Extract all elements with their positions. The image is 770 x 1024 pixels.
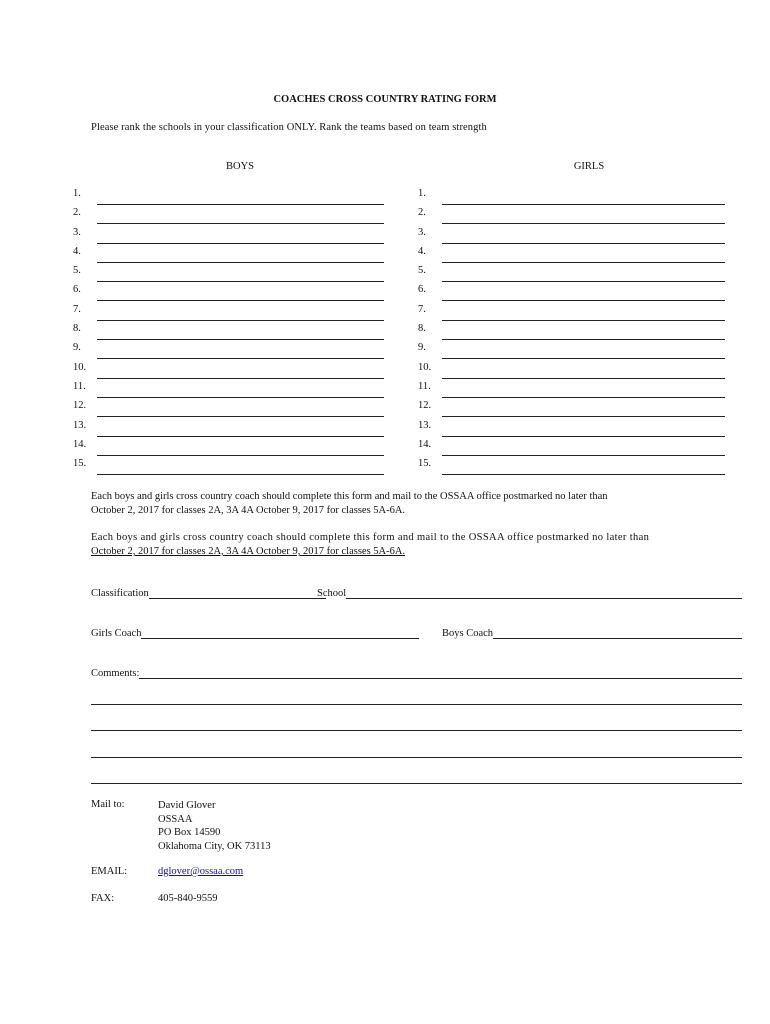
comments-line-2[interactable] [91, 704, 742, 705]
mail-organization: OSSAA [158, 813, 193, 825]
deadline-paragraph-2 [91, 531, 691, 559]
girls-rank-number: 5. [418, 265, 426, 277]
boys-coach-field [442, 625, 742, 639]
email-label: EMAIL: [91, 866, 128, 877]
girls-rank-input[interactable] [442, 360, 725, 379]
boys-rank-number: 9. [73, 342, 81, 354]
boys-rank-input[interactable] [97, 398, 384, 417]
boys-rank-number: 15. [73, 458, 87, 470]
girls-rank-input[interactable] [442, 398, 725, 417]
boys-rank-input[interactable] [97, 321, 384, 340]
girls-rank-input[interactable] [442, 282, 725, 301]
boys-rank-input[interactable] [97, 302, 384, 321]
boys-coach-input[interactable] [493, 625, 742, 639]
girls-column-header: GIRLS [573, 161, 605, 172]
girls-coach-label: Girls Coach [91, 628, 142, 639]
comments-line-3[interactable] [91, 730, 742, 731]
boys-rank-input[interactable] [97, 225, 384, 244]
boys-rank-input[interactable] [97, 340, 384, 359]
girls-rank-number: 2. [418, 207, 426, 219]
school-label: School [317, 588, 347, 599]
girls-rank-number: 14. [418, 438, 432, 450]
boys-rank-number: 2. [73, 207, 81, 219]
boys-coach-label: Boys Coach [442, 628, 494, 639]
girls-rank-input[interactable] [442, 302, 725, 321]
mail-address-block [158, 799, 271, 853]
comments-field [91, 665, 742, 679]
girls-rank-number: 6. [418, 284, 426, 296]
form-title: COACHES CROSS COUNTRY RATING FORM [273, 94, 497, 105]
boys-rank-input[interactable] [97, 437, 384, 456]
girls-rank-number: 9. [418, 342, 426, 354]
classification-field [91, 585, 273, 599]
deadline-paragraph-1-line-2: October 2, 2017 for classes 2A, 3A 4A October 9, 2017 for classes 5A-6A. [91, 505, 406, 516]
mail-to-label: Mail to: [91, 799, 125, 810]
school-input[interactable] [346, 585, 742, 599]
email-link[interactable]: dglover@ossaa.com [158, 866, 244, 877]
girls-rank-input[interactable] [442, 437, 725, 456]
girls-rank-number: 13. [418, 419, 432, 431]
boys-column-header: BOYS [225, 161, 254, 172]
boys-rank-number: 1. [73, 188, 81, 199]
boys-rank-number: 4. [73, 245, 81, 257]
boys-rank-input[interactable] [97, 456, 384, 475]
comments-line-4[interactable] [91, 757, 742, 758]
boys-rank-number: 3. [73, 226, 81, 238]
boys-rank-input[interactable] [97, 282, 384, 301]
girls-rank-number: 4. [418, 245, 426, 257]
girls-rank-input[interactable] [442, 418, 725, 437]
boys-rank-number: 8. [73, 323, 81, 335]
boys-rank-number: 12. [73, 400, 87, 412]
girls-rank-input[interactable] [442, 321, 725, 340]
girls-rank-number: 10. [418, 361, 432, 373]
instructions-text: Please rank the schools in your classification ONLY. Rank the teams based on team strength [91, 122, 487, 133]
school-field [317, 585, 742, 599]
girls-rank-input[interactable] [442, 244, 725, 263]
boys-rank-input[interactable] [97, 244, 384, 263]
deadline-paragraph-2-line-2: October 2, 2017 for classes 2A, 3A 4A October 9, 2017 for classes 5A-6A. [91, 546, 406, 557]
boys-rank-number: 13. [73, 419, 87, 431]
boys-rank-input[interactable] [97, 360, 384, 379]
girls-rank-number: 12. [418, 400, 432, 412]
boys-rank-number: 10. [73, 361, 87, 373]
boys-rank-number: 14. [73, 438, 87, 450]
deadline-paragraph-1-line-1: Each boys and girls cross country coach should complete this form and mail to the OSSAA office postmarked no later than [91, 491, 608, 502]
boys-rank-number: 11. [73, 380, 86, 392]
girls-rank-input[interactable] [442, 379, 725, 398]
girls-rank-number: 11. [418, 380, 431, 392]
girls-rank-input[interactable] [442, 186, 725, 205]
comments-label: Comments: [91, 668, 140, 679]
girls-rank-number: 7. [418, 303, 426, 315]
fax-number: 405-840-9559 [158, 893, 218, 904]
comments-line-5[interactable] [91, 783, 742, 784]
boys-rank-input[interactable] [97, 379, 384, 398]
girls-coach-input[interactable] [141, 625, 419, 639]
classification-input[interactable] [149, 585, 326, 599]
girls-rank-number: 1. [418, 188, 426, 199]
boys-rank-input[interactable] [97, 418, 384, 437]
girls-rank-number: 3. [418, 226, 426, 238]
fax-label: FAX: [91, 893, 115, 904]
girls-rank-input[interactable] [442, 456, 725, 475]
boys-rank-number: 5. [73, 265, 81, 277]
mail-recipient-name: David Glover [158, 800, 216, 811]
girls-rank-input[interactable] [442, 205, 725, 224]
mail-city-state-zip: Oklahoma City, OK 73113 [158, 840, 271, 852]
deadline-paragraph-1 [91, 490, 691, 518]
girls-coach-field [91, 625, 419, 639]
boys-rank-number: 7. [73, 303, 81, 315]
boys-rank-input[interactable] [97, 205, 384, 224]
girls-rank-number: 15. [418, 458, 432, 470]
classification-label: Classification [91, 588, 149, 599]
girls-rank-number: 8. [418, 323, 426, 335]
girls-rank-input[interactable] [442, 340, 725, 359]
comments-input[interactable] [139, 665, 742, 679]
boys-rank-input[interactable] [97, 186, 384, 205]
girls-rank-input[interactable] [442, 225, 725, 244]
deadline-paragraph-2-line-1: Each boys and girls cross country coach should complete this form and mail to the OSSAA office postmarked no later than [91, 532, 650, 543]
boys-rank-input[interactable] [97, 263, 384, 282]
girls-rank-input[interactable] [442, 263, 725, 282]
boys-rank-number: 6. [73, 284, 81, 296]
mail-po-box: PO Box 14590 [158, 827, 221, 839]
